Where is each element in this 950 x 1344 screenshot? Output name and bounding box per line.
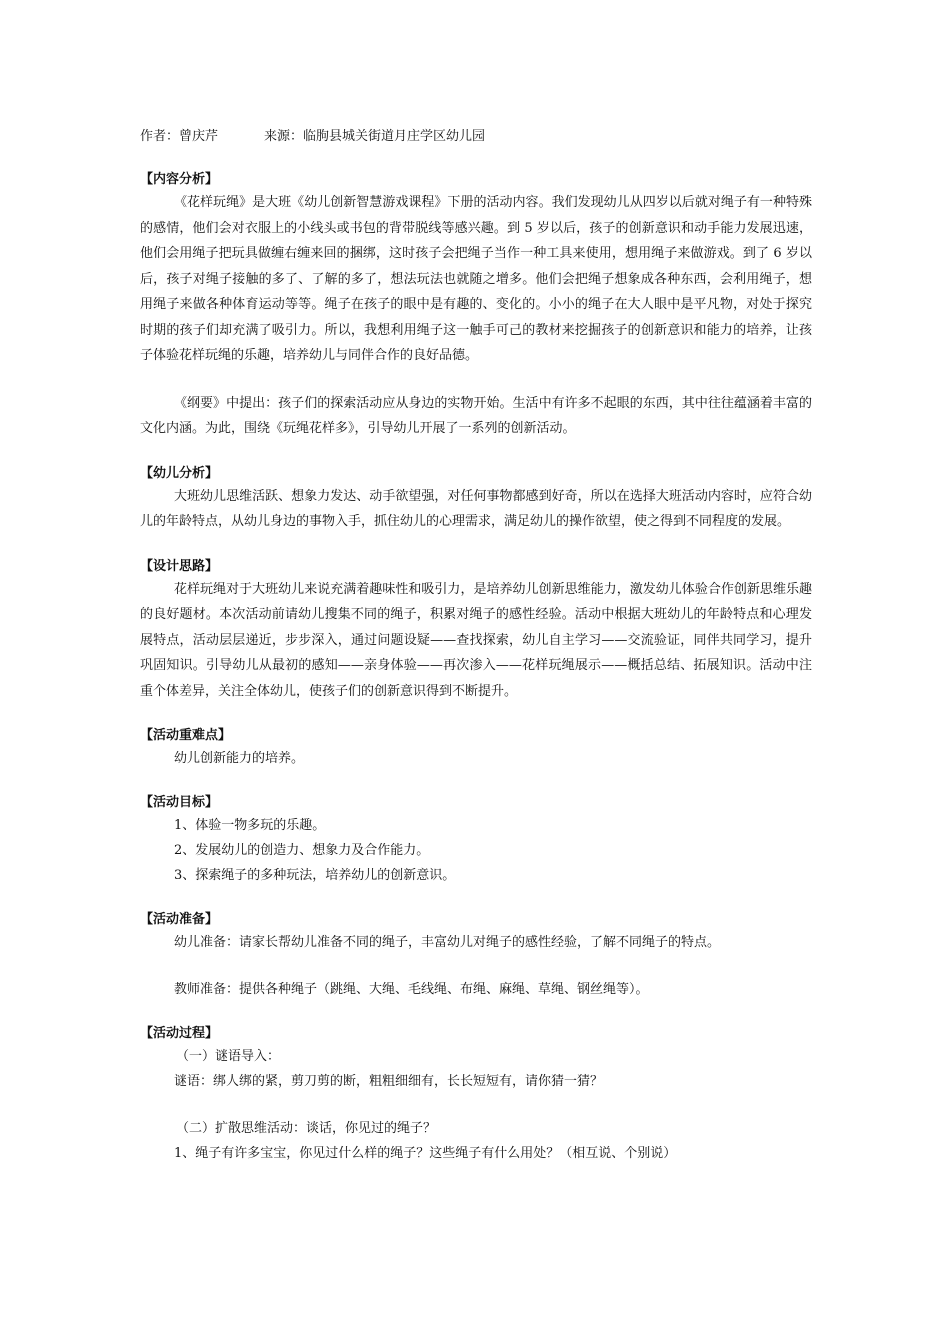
design-paragraph: 花样玩绳对于大班幼儿来说充满着趣味性和吸引力，是培养幼儿创新思维能力，激发幼儿体验合作创新思维乐趣的良好题材。本次活动前请幼儿搜集不同的绳子，积累对绳子的感性经验。活动中根据大班幼儿的年龄特点和心理发展特点，活动层层递近，步步深入，通过问题设疑——查找探索，幼儿自主学习——交流验证，同伴共同学习，提升巩固知识。引导幼儿从最初的感知——亲身体验——再次渗入——花样玩绳展示——概括总结、拓展知识。活动中注重个体差异，关注全体幼儿，使孩子们的创新意识得到不断提升。 — [140, 581, 812, 699]
goal-item-2: 2、发展幼儿的创造力、想象力及合作能力。 — [174, 843, 430, 858]
goal-item-3: 3、探索绳子的多种玩法，培养幼儿的创新意识。 — [174, 868, 456, 883]
document-page — [140, 126, 812, 1166]
process-step-2-item-1: 1、绳子有许多宝宝，你见过什么样的绳子？这些绳子有什么用处？（相互说、个别说） — [174, 1146, 677, 1161]
prep-child-text: 幼儿准备：请家长帮幼儿准备不同的绳子，丰富幼儿对绳子的感性经验，了解不同绳子的特点。 — [174, 935, 721, 950]
source-text: 来源：临朐县城关街道月庄学区幼儿园 — [264, 129, 486, 144]
child-analysis-paragraph: 大班幼儿思维活跃、想象力发达、动手欲望强，对任何事物都感到好奇，所以在选择大班活动内容时，应符合幼儿的年龄特点，从幼儿身边的事物入手，抓住幼儿的心理需求，满足幼儿的操作欲望，使之得到不同程度的发展。 — [140, 488, 812, 529]
process-step-2-title: （二）扩散思维活动：谈话，你见过的绳子？ — [176, 1121, 437, 1136]
section-heading-child-analysis: 【幼儿分析】 — [140, 465, 219, 481]
goal-item-1: 1、体验一物多玩的乐趣。 — [174, 818, 326, 833]
author-source-line — [140, 126, 812, 148]
section-heading-process: 【活动过程】 — [140, 1026, 219, 1041]
process-step-1-title: （一）谜语导入： — [176, 1049, 281, 1064]
content-analysis-paragraph-2: 《纲要》中提出：孩子们的探索活动应从身边的实物开始。生活中有许多不起眼的东西，其中往往蕴涵着丰富的文化内涵。为此，围绕《玩绳花样多》，引导幼儿开展了一系列的创新活动。 — [140, 395, 812, 436]
process-step-1-text: 谜语：绑人绑的紧，剪刀剪的断，粗粗细细有，长长短短有，请你猜一猜？ — [174, 1074, 604, 1089]
content-analysis-paragraph-1: 《花样玩绳》是大班《幼儿创新智慧游戏课程》下册的活动内容。我们发现幼儿从四岁以后就对绳子有一种特殊的感情，他们会对衣服上的小线头或书包的背带脱线等感兴趣。到 5 岁以后，孩子的创新意识和动手能力发展迅速，他们会用绳子把玩具做缠右缠来回的捆绑，这时孩子会把绳子当作一种工具来使用，想用绳子来做游戏。到了 6 岁以后，孩子对绳子接触的多了、了解的多了，想法玩法也就随之增多。他们会把绳子想象成各种东西，会利用绳子，想用绳子来做各种体育运动等等。绳子在孩子的眼中是有趣的、变化的。小小的绳子在大人眼中是平凡物，对处于探究时期的孩子们却充满了吸引力。所以，我想利用绳子这一触手可己的教材来挖掘孩子的创新意识和能力的培养，让孩子体验花样玩绳的乐趣，培养幼儿与同伴合作的良好品德。 — [140, 195, 812, 363]
author-text: 作者：曾庆芹 — [140, 129, 219, 144]
section-heading-prep: 【活动准备】 — [140, 912, 219, 927]
key-points-text: 幼儿创新能力的培养。 — [174, 751, 305, 766]
section-heading-design: 【设计思路】 — [140, 558, 219, 574]
section-heading-goals: 【活动目标】 — [140, 795, 219, 810]
section-heading-content-analysis: 【内容分析】 — [140, 172, 219, 187]
section-heading-key-points: 【活动重难点】 — [140, 728, 232, 743]
prep-teacher-text: 教师准备：提供各种绳子（跳绳、大绳、毛线绳、布绳、麻绳、草绳、钢丝绳等）。 — [174, 982, 649, 997]
